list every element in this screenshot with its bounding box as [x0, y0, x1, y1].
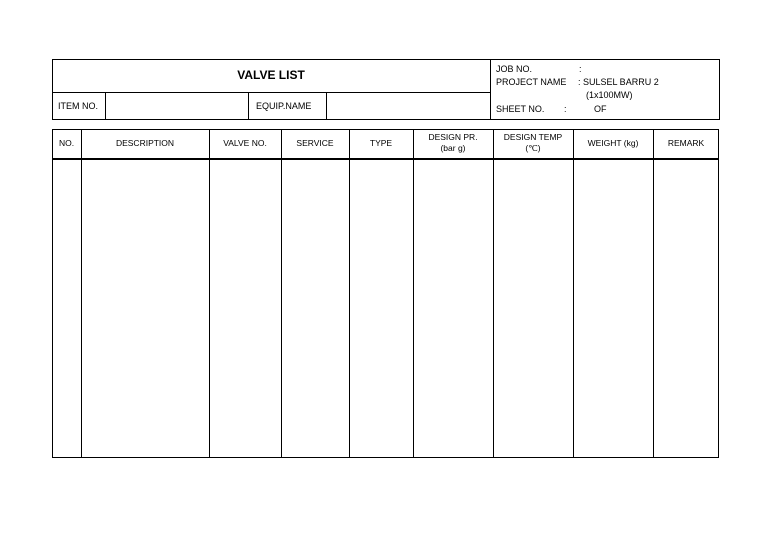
column-header: [209, 138, 281, 149]
table-column-divider: [209, 129, 210, 458]
equip-label-divider-right: [326, 92, 327, 120]
table-column-divider: [573, 129, 574, 458]
column-header-label: REMARK: [667, 138, 705, 148]
job-no-label: JOB NO.: [496, 64, 533, 74]
table-column-divider: [653, 129, 654, 458]
column-header-label: VALVE NO.: [223, 138, 267, 148]
page-title: VALVE LIST: [237, 68, 305, 82]
item-no-field[interactable]: [110, 101, 245, 113]
table-column-divider: [413, 129, 414, 458]
job-no-separator: :: [579, 64, 582, 74]
equip-name-label: EQUIP.NAME: [256, 101, 312, 111]
column-header: [281, 138, 349, 149]
header-row-divider: [52, 92, 491, 93]
sheet-no-label: SHEET NO.: [496, 104, 545, 114]
table-column-divider: [81, 129, 82, 458]
valve-table: [52, 129, 719, 458]
table-column-divider: [349, 129, 350, 458]
column-header-label: WEIGHT (kg): [587, 138, 639, 148]
item-no-divider: [105, 92, 106, 120]
equip-name-field[interactable]: [332, 101, 482, 113]
sheet-of-label: OF: [594, 104, 607, 114]
project-name-value: : SULSEL BARRU 2: [578, 77, 659, 87]
column-header: [413, 132, 493, 154]
column-header-unit: (℃): [525, 143, 541, 153]
table-header-divider: [52, 158, 719, 160]
item-no-label: ITEM NO.: [58, 101, 98, 111]
column-header-label: DESCRIPTION: [115, 138, 175, 148]
project-name-value-line2: (1x100MW): [586, 90, 633, 100]
project-name-label: PROJECT NAME: [496, 77, 567, 87]
column-header-label: NO.: [58, 138, 75, 148]
column-header-label: DESIGN TEMP: [503, 132, 563, 142]
column-header-label: TYPE: [369, 138, 393, 148]
sheet-no-separator: :: [564, 104, 567, 114]
column-header: [493, 132, 573, 154]
column-header-label: DESIGN PR.: [428, 132, 478, 142]
column-header: [573, 138, 653, 149]
column-header: [653, 138, 719, 149]
column-header-label: SERVICE: [296, 138, 334, 148]
column-header: [52, 138, 81, 149]
column-header-unit: (bar g): [440, 143, 466, 153]
equip-label-divider-left: [248, 92, 249, 120]
column-header: [349, 138, 413, 149]
column-header: [81, 138, 209, 149]
table-column-divider: [281, 129, 282, 458]
header-divider: [490, 59, 491, 120]
table-column-divider: [493, 129, 494, 458]
